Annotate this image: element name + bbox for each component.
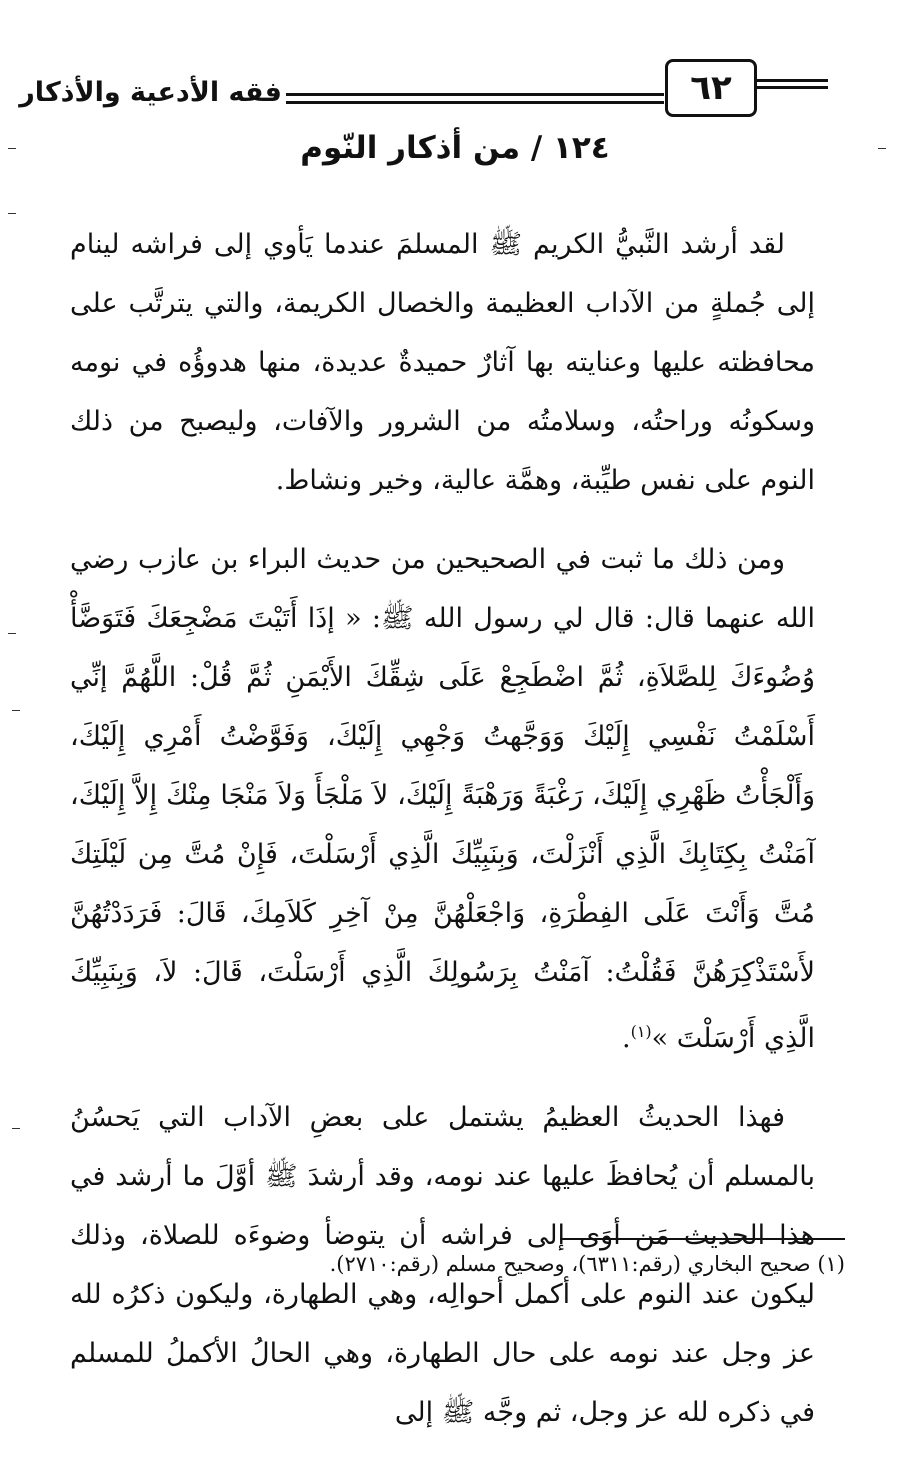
scan-margin-mark <box>12 1128 20 1129</box>
header-rule-right <box>755 79 828 89</box>
intro-paragraph: لقد أرشد النَّبيُّ الكريم ﷺ المسلمَ عندما يَأوي إلى فراشه لينام إلى جُملةٍ من الآداب العظيمة والخصال الكريمة، والتي يترتَّب على محافظته عليها وعنايته بها آثارٌ حميدةٌ عديدة، منها هدوؤُه في نومه وسكونُه وراحتُه، وسلامتُه من الشرور والآفات، وليصبح من ذلك النوم على نفس طيِّبة، وهمَّة عالية، وخير ونشاط. <box>70 229 815 496</box>
page-number: ٦٢ <box>665 59 757 117</box>
scan-margin-mark <box>878 148 886 149</box>
footnote-reference: (١) <box>630 1022 652 1041</box>
commentary-paragraph: فهذا الحديثُ العظيمُ يشتمل على بعضِ الآداب التي يَحسُنُ بالمسلم أن يُحافظَ عليها عند نومه، وقد أرشدَ ﷺ أوَّلَ ما أرشد في هذا الحديث مَن أوَى إلى فراشه أن يتوضأ وضوءَه للصلاة، وذلك ليكون عند النوم على أكمل أحوالِه، وهي الطهارة، وليكون ذكرُه لله عز وجل عند نومه على حال الطهارة، وهي الحالُ الأكملُ للمسلم في ذكره لله عز وجل، ثم وجَّه ﷺ إلى <box>70 1102 815 1428</box>
hadith-text: قال لي رسول الله ﷺ: « إذَا أَتَيْتَ مَضْجِعَكَ فَتَوَضَّأْ وُضُوءَكَ لِلصَّلاَةِ، ثُمَّ اضْطَجِعْ عَلَى شِقِّكَ الأَيْمَنِ ثُمَّ قُلْ: اللَّهُمَّ إنِّي أَسْلَمْتُ نَفْسِي إِلَيْكَ وَوَجَّهتُ وَجْهِي إِلَيْكَ، وَفَوَّضْتُ أَمْرِي إِلَيْكَ، وَأَلْجَأْتُ ظَهْرِي إِلَيْكَ، رَغْبَةً وَرَهْبَةً إِلَيْكَ، لاَ مَلْجَأَ وَلاَ مَنْجَا مِنْكَ إِلاَّ إِلَيْكَ، آمَنْتُ بِكِتَابِكَ الَّذِي أَنْزَلْتَ، وَبِنَبِيِّكَ الَّذِي أَرْسَلْتَ، فَإِنْ مُتَّ مِن لَيْلَتِكَ مُتَّ وَأَنْتَ عَلَى الفِطْرَةِ، وَاجْعَلْهُنَّ مِنْ آخِرِ كَلاَمِكَ، قَالَ: فَرَدَدْتُهُنَّ لأَسْتَذْكِرَهُنَّ فَقُلْتُ: آمَنْتُ بِرَسُولِكَ الَّذِي أَرْسَلْتَ، قَالَ: لاَ، وَبِنَبِيِّكَ الَّذِي أَرْسَلْتَ » <box>70 603 815 1054</box>
running-title: فقه الأدعية والأذكار <box>19 77 282 108</box>
scan-margin-mark <box>8 148 16 149</box>
page-header <box>19 55 830 115</box>
header-rule-left <box>286 93 664 104</box>
hadith-paragraph: ومن ذلك ما ثبت في الصحيحين من حديث البراء بن عازب رضي الله عنهما قال: قال لي رسول الله ﷺ: « إذَا أَتَيْتَ مَضْجِعَكَ فَتَوَضَّأْ وُضُوءَكَ لِلصَّلاَةِ، ثُمَّ اضْطَجِعْ عَلَى شِقِّكَ الأَيْمَنِ ثُمَّ قُلْ: اللَّهُمَّ إنِّي أَسْلَمْتُ نَفْسِي إِلَيْكَ وَوَجَّهتُ وَجْهِي إِلَيْكَ، وَفَوَّضْتُ أَمْرِي إِلَيْكَ، وَأَلْجَأْتُ ظَهْرِي إِلَيْكَ، رَغْبَةً وَرَهْبَةً إِلَيْكَ، لاَ مَلْجَأَ وَلاَ مَنْجَا مِنْكَ إِلاَّ إِلَيْكَ، آمَنْتُ بِكِتَابِكَ الَّذِي أَنْزَلْتَ، وَبِنَبِيِّكَ الَّذِي أَرْسَلْتَ، فَإِنْ مُتَّ مِن لَيْلَتِكَ مُتَّ وَأَنْتَ عَلَى الفِطْرَةِ، وَاجْعَلْهُنَّ مِنْ آخِرِ كَلاَمِكَ، قَالَ: فَرَدَدْتُهُنَّ لأَسْتَذْكِرَهُنَّ فَقُلْتُ: آمَنْتُ بِرَسُولِكَ الَّذِي أَرْسَلْتَ، قَالَ: لاَ، وَبِنَبِيِّكَ الَّذِي أَرْسَلْتَ »$^{(١)}$. <box>70 544 815 1054</box>
footnote-divider <box>560 1238 845 1240</box>
scan-margin-mark <box>8 213 16 214</box>
scan-margin-mark <box>12 710 20 711</box>
section-title: ١٢٤ / من أذكار النّوم <box>300 130 610 166</box>
scan-margin-mark <box>8 633 16 634</box>
hadith-intro: ومن ذلك ما ثبت في الصحيحين من حديث البراء بن عازب رضي الله عنهما قال: <box>70 544 815 634</box>
footnote: (١) صحيح البخاري (رقم:٦٣١١)، وصحيح مسلم (رقم:٢٧١٠). <box>329 1252 845 1276</box>
